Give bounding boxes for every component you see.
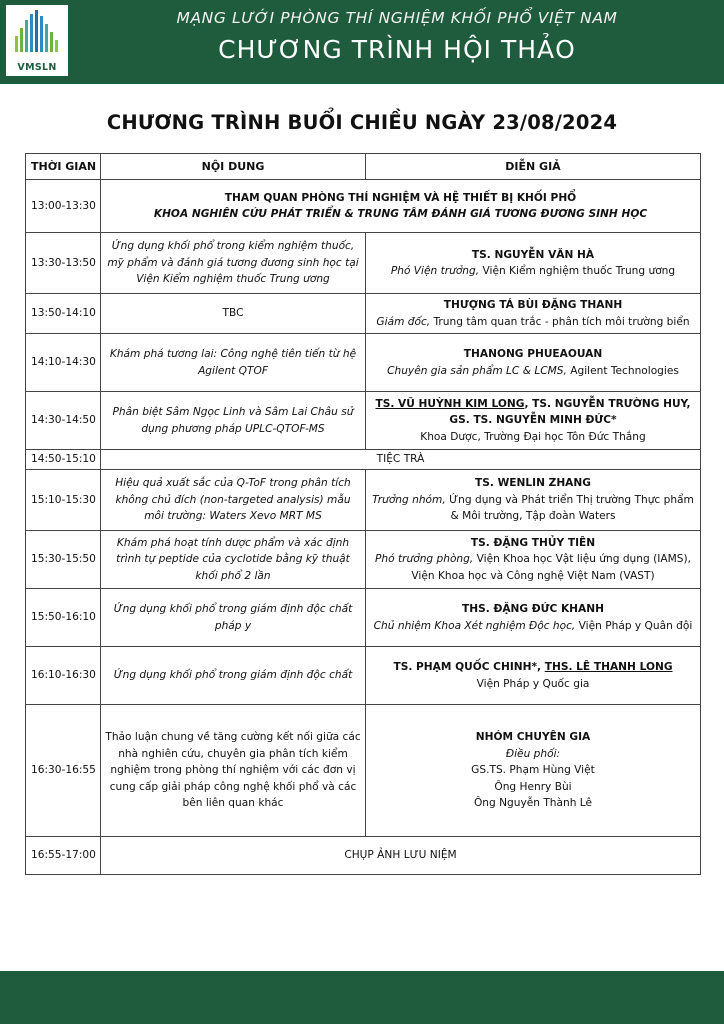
event-subtitle: KHOA NGHIÊN CỨU PHÁT TRIỂN & TRUNG TÂM ĐÁNH GIÁ TƯƠNG ĐƯƠNG SINH HỌC xyxy=(153,208,648,220)
content-cell: TBC xyxy=(101,294,366,334)
time-cell: 16:30-16:55 xyxy=(26,705,101,837)
speaker-name-rest: , TS. NGUYỄN TRƯỜNG HUY, GS. TS. NGUYỄN MINH ĐỨC* xyxy=(449,397,691,427)
table-row xyxy=(26,233,701,294)
bars-logo-icon xyxy=(13,10,61,52)
speaker-role: Giám đốc, xyxy=(376,315,431,328)
table-row xyxy=(26,705,701,837)
speaker-cell xyxy=(366,470,701,531)
event-cell xyxy=(101,180,701,233)
speaker-name: NHÓM CHUYÊN GIA xyxy=(475,731,591,744)
table-row xyxy=(26,334,701,392)
time-cell: 13:50-14:10 xyxy=(26,294,101,334)
header-row xyxy=(26,154,701,180)
speaker-role: Chuyên gia sản phẩm LC & LCMS, xyxy=(387,364,567,377)
speaker-name: TS. ĐẶNG THỦY TIÊN xyxy=(470,536,596,549)
speaker-org: Trung tâm quan trắc - phân tích môi trường biển xyxy=(430,315,690,328)
speaker-name: THS. ĐẶNG ĐỨC KHANH xyxy=(462,603,604,616)
time-cell: 13:30-13:50 xyxy=(26,233,101,294)
header-banner xyxy=(0,0,724,84)
speaker-name: THƯỢNG TÁ BÙI ĐẶNG THANH xyxy=(443,299,623,312)
speaker-org: Ứng dụng và Phát triển Thị trường Thực phẩm & Môi trường, Tập đoàn Waters xyxy=(445,493,694,523)
speaker-affiliation xyxy=(369,618,697,634)
content-cell: Khám phá tương lai: Công nghệ tiên tiến từ hệ Agilent QTOF xyxy=(101,334,366,392)
speaker-cell xyxy=(366,647,701,705)
speaker-affiliation xyxy=(369,551,697,584)
time-cell: 14:10-14:30 xyxy=(26,334,101,392)
speaker-name-first: TS. PHẠM QUỐC CHINH*, xyxy=(393,661,545,674)
speaker-cell xyxy=(366,334,701,392)
speaker-role: Trưởng nhóm, xyxy=(372,493,446,506)
time-cell: 16:10-16:30 xyxy=(26,647,101,705)
speaker-name: TS. NGUYỄN VĂN HÀ xyxy=(471,248,595,261)
session-title: CHƯƠNG TRÌNH BUỔI CHIỀU NGÀY 23/08/2024 xyxy=(106,111,618,134)
speaker-org: Viện Pháp y Quân đội xyxy=(575,619,693,632)
speaker-org: Viện Pháp y Quốc gia xyxy=(476,677,590,690)
content-cell: Ứng dụng khối phổ trong giám định độc chất xyxy=(101,647,366,705)
speaker-names xyxy=(369,396,697,429)
speaker-cell xyxy=(366,589,701,647)
speaker-cell xyxy=(366,294,701,334)
organization-name: MẠNG LƯỚI PHÒNG THÍ NGHIỆM KHỐI PHỔ VIỆT NAM xyxy=(176,9,618,27)
table-row xyxy=(26,837,701,875)
speaker-role: Điều phối: xyxy=(505,747,561,760)
speaker-affiliation xyxy=(369,363,697,379)
time-cell: 15:50-16:10 xyxy=(26,589,101,647)
speaker-name: TS. WENLIN ZHANG xyxy=(475,477,591,490)
table-row xyxy=(26,647,701,705)
content-cell: Hiệu quả xuất sắc của Q-ToF trong phân tích không chủ đích (non-targeted analysis) mẫu môi trường: Waters Xevo MRT MS xyxy=(101,470,366,531)
column-header-time: THỜI GIAN xyxy=(26,154,101,180)
speaker-names xyxy=(369,659,697,675)
table-row xyxy=(26,470,701,531)
speaker-org: Viện Khoa học Vật liệu ứng dụng (IAMS), Viện Khoa học và Công nghệ Việt Nam (VAST) xyxy=(411,553,691,582)
speaker-cell xyxy=(366,233,701,294)
content-cell: Thảo luận chung về tăng cường kết nối giữa các nhà nghiên cứu, chuyên gia phân tích kiểm nghiệm trong phòng thí nghiệm với các đơn vị cung cấp giải pháp công nghệ khối phổ và các bên liên quan khác xyxy=(101,705,366,837)
time-cell: 15:30-15:50 xyxy=(26,531,101,589)
speaker-name-underlined: TS. VŨ HUỲNH KIM LONG xyxy=(375,397,525,410)
event-cell: CHỤP ẢNH LƯU NIỆM xyxy=(101,837,701,875)
speaker-affiliation xyxy=(369,492,697,525)
content-cell: Ứng dụng khối phổ trong kiểm nghiệm thuốc, mỹ phẩm và đánh giá tương đương sinh học tại Viện Kiểm nghiệm thuốc Trung ương xyxy=(101,233,366,294)
content-cell: Khám phá hoạt tính dược phẩm và xác định trình tự peptide của cyclotide bằng kỹ thuật khối phổ 2 lần xyxy=(101,531,366,589)
speaker-name: THANONG PHUEAOUAN xyxy=(463,348,603,361)
speaker-cell xyxy=(366,531,701,589)
program-title: CHƯƠNG TRÌNH HỘI THẢO xyxy=(218,35,576,64)
speaker-affiliation xyxy=(369,314,697,330)
speaker-org: Agilent Technologies xyxy=(566,364,679,377)
time-cell: 14:30-14:50 xyxy=(26,392,101,450)
agenda-table xyxy=(25,153,701,875)
column-header-content: NỘI DUNG xyxy=(101,154,366,180)
column-header-speaker: DIỄN GIẢ xyxy=(366,154,701,180)
event-cell: TIỆC TRÀ xyxy=(101,450,701,470)
table-row xyxy=(26,450,701,470)
speaker-role: Phó trưởng phòng, xyxy=(375,553,474,566)
table-row xyxy=(26,180,701,233)
logo-text: VMSLN xyxy=(17,62,57,73)
coordinator-name: Ông Henry Bùi xyxy=(494,780,572,793)
table-row xyxy=(26,531,701,589)
table-row xyxy=(26,589,701,647)
speaker-role: Chủ nhiệm Khoa Xét nghiệm Độc học, xyxy=(373,619,576,632)
speaker-name-underlined: THS. LÊ THANH LONG xyxy=(544,661,673,674)
table-row xyxy=(26,392,701,450)
speaker-role: Phó Viện trưởng, xyxy=(390,265,480,277)
event-title: THAM QUAN PHÒNG THÍ NGHIỆM VÀ HỆ THIẾT BỊ KHỐI PHỔ xyxy=(224,191,577,204)
speaker-cell xyxy=(366,392,701,450)
coordinator-name: Ông Nguyễn Thành Lê xyxy=(473,797,593,810)
speaker-org: Khoa Dược, Trường Đại học Tôn Đức Thắng xyxy=(420,430,646,443)
time-cell: 15:10-15:30 xyxy=(26,470,101,531)
time-cell: 14:50-15:10 xyxy=(26,450,101,470)
content-cell: Ứng dụng khối phổ trong giám định độc chất pháp y xyxy=(101,589,366,647)
time-cell: 13:00-13:30 xyxy=(26,180,101,233)
time-cell: 16:55-17:00 xyxy=(26,837,101,875)
speaker-affiliation xyxy=(369,263,697,279)
speaker-org: Viện Kiểm nghiệm thuốc Trung ương xyxy=(479,265,676,277)
table-row xyxy=(26,294,701,334)
speaker-cell xyxy=(366,705,701,837)
footer-banner xyxy=(0,971,724,1024)
coordinator-name: GS.TS. Phạm Hùng Việt xyxy=(471,764,595,777)
vmsln-logo xyxy=(6,5,68,76)
content-cell: Phân biệt Sâm Ngọc Linh và Sâm Lai Châu sử dụng phương pháp UPLC-QTOF-MS xyxy=(101,392,366,450)
